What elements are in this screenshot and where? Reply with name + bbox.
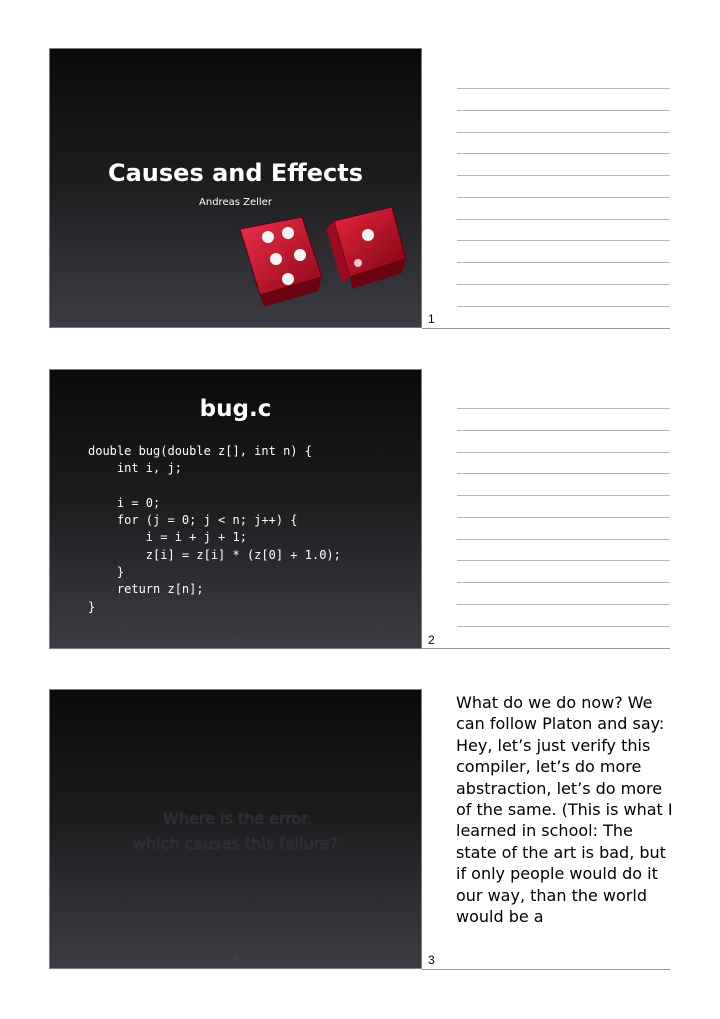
question-line: which causes this failure?	[132, 834, 339, 853]
speaker-notes: What do we do now? We can follow Platon and say: Hey, let’s just verify this compiler, let’s do more abstraction, let’s do more of the same. (This is what I learned in school: The state of the art is bad, but if only people would do it our way, than the world would be a	[456, 693, 673, 927]
slide-1	[49, 48, 422, 328]
slide-title: bug.c	[199, 396, 272, 422]
die-left	[240, 217, 322, 307]
question-line: Where is the error	[163, 809, 308, 828]
slide-2	[49, 369, 422, 649]
code-block: double bug(double z[], int n) { int i, j; i = 0; for (j = 0; j < n; j++) { i = i + j + 1; z[i] = z[i] * (z[0] + 1.0); } return z[n]; }	[88, 444, 341, 614]
red-dice-image	[230, 199, 420, 328]
slide-number: 2	[233, 637, 238, 644]
page-divider	[422, 648, 670, 649]
slide-title: Causes and Effects	[107, 159, 363, 187]
page-divider	[422, 328, 670, 329]
die-right	[326, 207, 406, 289]
slide-author: Andreas Zeller	[199, 197, 272, 208]
page-divider	[422, 969, 670, 970]
slide-3	[49, 689, 422, 969]
slide-question	[50, 806, 421, 856]
page-number: 2	[428, 633, 435, 647]
page-number: 3	[428, 953, 435, 967]
slide-number: 3	[233, 957, 238, 964]
page-number: 1	[428, 312, 435, 326]
